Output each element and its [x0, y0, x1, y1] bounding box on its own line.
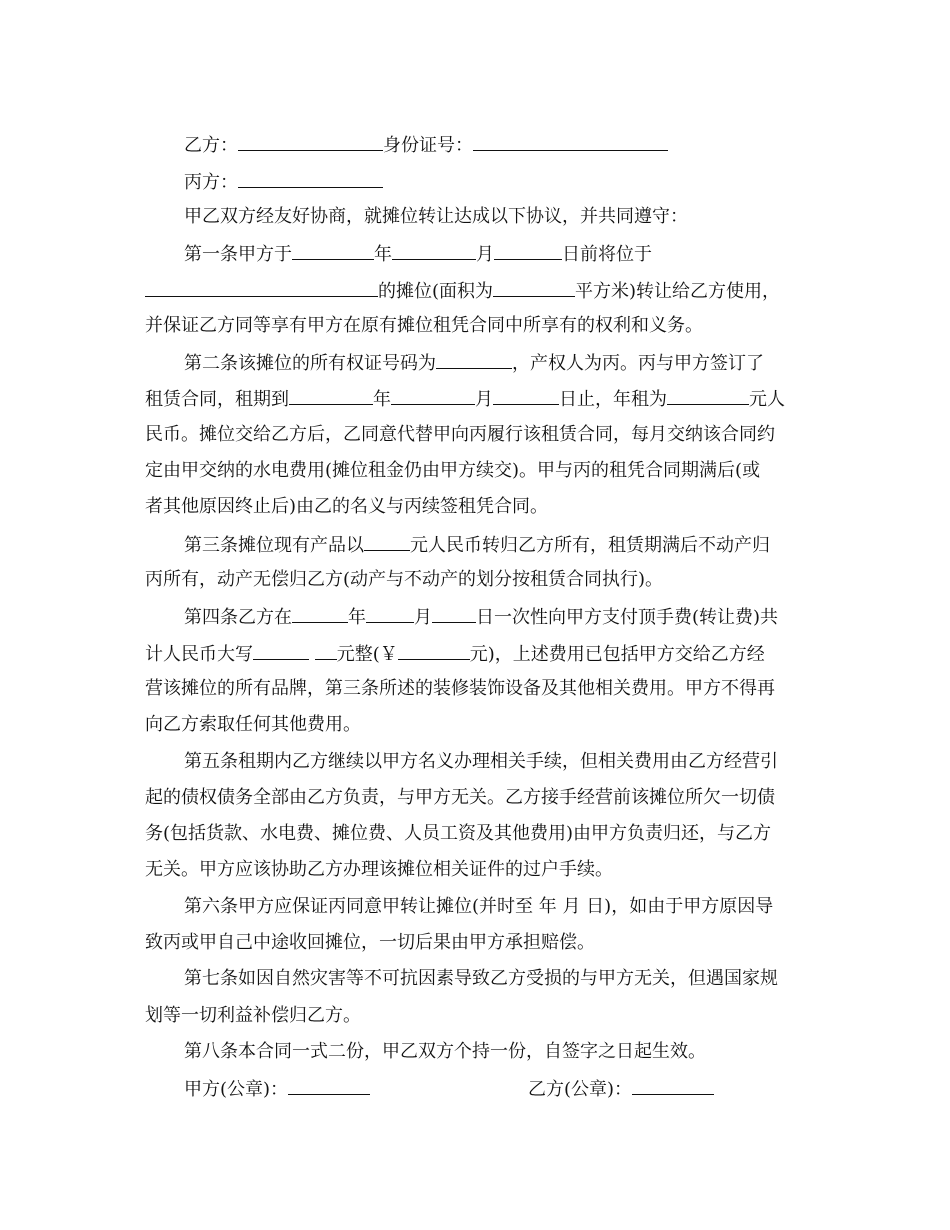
article-6-line-2: 致丙或甲自己中途收回摊位，一切后果由甲方承担赔偿。	[145, 932, 595, 953]
article-6-line-1: 第六条甲方应保证丙同意甲转让摊位(并时至 年 月 日)，如由于甲方原因导	[184, 896, 774, 917]
signature-party-a	[184, 1076, 370, 1102]
art1-text-c: 月	[476, 244, 494, 265]
art4-text-e: 计人民币大写	[145, 644, 253, 665]
party-b-blank	[238, 132, 383, 151]
party-c-label: 丙方：	[184, 172, 238, 193]
id-label: 身份证号：	[383, 135, 473, 156]
article-5-line-1: 第五条租期内乙方继续以甲方名义办理相关手续，但相关费用由乙方经营引	[184, 751, 778, 772]
art4-text-b: 年	[348, 607, 366, 628]
art1-text-e: 的摊位(面积为	[378, 281, 494, 302]
party-c-line	[184, 169, 383, 195]
art2-month-blank	[391, 386, 475, 405]
article-5-line-4: 无关。甲方应该协助乙方办理该摊位相关证件的过户手续。	[145, 859, 613, 880]
art1-text-a: 第一条甲方于	[184, 244, 292, 265]
signature-party-b-blank	[632, 1076, 714, 1095]
art1-text-b: 年	[374, 244, 392, 265]
art1-text-f: 平方米)转让给乙方使用，	[575, 281, 781, 302]
art4-year-blank	[292, 604, 348, 623]
article-7-line-1: 第七条如因自然灾害等不可抗因素导致乙方受损的与甲方无关，但遇国家规	[184, 968, 778, 989]
art1-area-blank	[493, 278, 575, 297]
art4-text-a: 第四条乙方在	[184, 607, 292, 628]
signature-party-b-label: 乙方(公章)：	[528, 1079, 633, 1100]
art4-words-blank-2	[315, 641, 337, 660]
signature-party-a-blank	[288, 1076, 370, 1095]
art4-text-g: 元)，上述费用已包括甲方交给乙方经	[469, 644, 765, 665]
party-b-line	[184, 132, 668, 158]
signature-party-a-label: 甲方(公章)：	[184, 1079, 289, 1100]
art2-cert-blank	[436, 350, 512, 369]
art2-text-b: ，产权人为丙。丙与甲方签订了	[512, 353, 764, 374]
art4-text-d: 日一次性向甲方支付顶手费(转让费)共	[476, 607, 779, 628]
art2-text-f: 日止，年租为	[559, 389, 667, 410]
article-3-line-2: 丙所有，动产无偿归乙方(动产与不动产的划分按租赁合同执行)。	[145, 569, 664, 590]
art2-text-e: 月	[475, 389, 493, 410]
signature-party-b	[528, 1076, 714, 1102]
art4-month-blank	[366, 604, 414, 623]
art2-text-c: 租赁合同，租期到	[145, 389, 289, 410]
article-7-line-2: 划等一切利益补偿归乙方。	[145, 1005, 361, 1026]
article-8-line-1: 第八条本合同一式二份，甲乙双方个持一份，自签字之日起生效。	[184, 1041, 706, 1062]
art1-text-d: 日前将位于	[562, 244, 652, 265]
article-4-line-3: 营该摊位的所有品牌，第三条所述的装修装饰设备及其他相关费用。甲方不得再	[145, 678, 775, 699]
art1-year-blank	[292, 241, 374, 260]
art2-text-a: 第二条该摊位的所有权证号码为	[184, 353, 436, 374]
art4-figure-blank	[398, 641, 470, 660]
article-4-line-2	[145, 641, 765, 667]
art3-text-a: 第三条摊位现有产品以	[184, 535, 364, 556]
article-1-line-3: 并保证乙方同等享有甲方在原有摊位租凭合同中所享有的权利和义务。	[145, 315, 703, 336]
art4-text-c: 月	[414, 607, 432, 628]
article-4-line-4: 向乙方索取任何其他费用。	[145, 714, 361, 735]
article-2-line-1	[184, 350, 764, 376]
art4-day-blank	[432, 604, 476, 623]
art1-day-blank	[494, 241, 562, 260]
article-2-line-4: 定由甲交纳的水电费用(摊位租金仍由甲方续交)。甲与丙的租凭合同期满后(或	[145, 460, 761, 481]
art2-year-blank	[289, 386, 373, 405]
art4-text-f: 元整(￥	[336, 644, 398, 665]
party-c-blank	[238, 169, 383, 188]
article-5-line-3: 务(包括货款、水电费、摊位费、人员工资及其他费用)由甲方负责归还，与乙方	[145, 823, 772, 844]
article-2-line-5: 者其他原因终止后)由乙的名义与丙续签租凭合同。	[145, 496, 549, 517]
article-2-line-2	[145, 386, 785, 412]
article-1-line-2	[145, 278, 780, 304]
article-5-line-2: 起的债权债务全部由乙方负责，与甲方无关。乙方接手经营前该摊位所欠一切债	[145, 787, 775, 808]
id-blank	[473, 132, 668, 151]
art4-words-blank-1	[253, 641, 309, 660]
intro-paragraph: 甲乙双方经友好协商，就摊位转让达成以下协议，并共同遵守：	[184, 206, 688, 227]
art2-text-g: 元人	[749, 389, 785, 410]
article-3-line-1	[184, 532, 770, 558]
article-1-line-1	[184, 241, 652, 267]
article-4-line-1	[184, 604, 778, 630]
article-2-line-3: 民币。摊位交给乙方后，乙同意代替甲向丙履行该租赁合同，每月交纳该合同约	[145, 424, 775, 445]
art1-month-blank	[392, 241, 476, 260]
art3-amount-blank	[364, 532, 410, 551]
art2-day-blank	[493, 386, 559, 405]
art2-rent-blank	[667, 386, 749, 405]
art3-text-b: 元人民币转归乙方所有，租赁期满后不动产归	[410, 535, 770, 556]
art2-text-d: 年	[373, 389, 391, 410]
party-b-label: 乙方：	[184, 135, 238, 156]
art1-location-blank	[145, 278, 378, 297]
